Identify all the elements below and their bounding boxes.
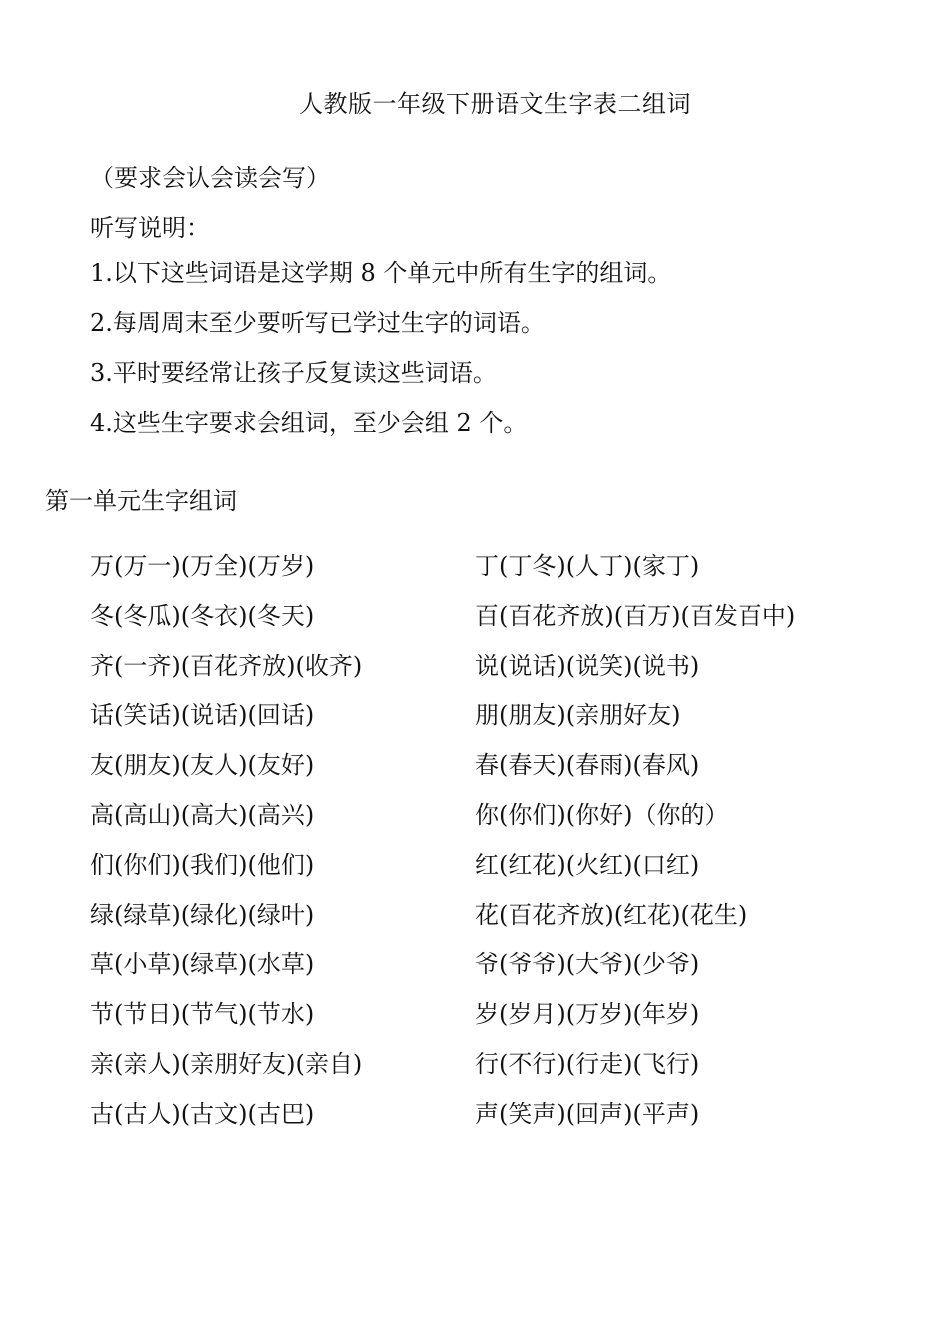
word-entry: 红(红花)(火红)(口红) [475, 850, 700, 879]
word-entry: 丁(丁冬)(人丁)(家丁) [475, 552, 700, 580]
rule-item-4: 4.这些生字要求会组词，至少会组 2 个。 [90, 409, 528, 437]
word-entry: 百(百花齐放)(百万)(百发百中) [475, 601, 796, 630]
word-entry: 行(不行)(行走)(飞行) [475, 1049, 700, 1078]
dictation-rules-list [90, 258, 671, 458]
document-title: 人教版一年级下册语文生字表二组词 [299, 90, 691, 118]
word-entry: 友(朋友)(友人)(友好) [90, 751, 315, 780]
word-entry: 声(笑声)(回声)(平声) [475, 1099, 700, 1128]
word-entry: 朋(朋友)(亲朋好友) [475, 701, 681, 730]
rule-item-3: 3.平时要经常让孩子反复读这些词语。 [90, 359, 497, 387]
rule-item-2: 2.每周周末至少要听写已学过生字的词语。 [90, 309, 545, 337]
word-list-grid [90, 551, 910, 1149]
word-entry: 绿(绿草)(绿化)(绿叶) [90, 900, 315, 929]
word-entry: 爷(爷爷)(大爷)(少爷) [475, 950, 700, 979]
word-entry: 们(你们)(我们)(他们) [90, 850, 315, 879]
word-entry: 说(说话)(说笑)(说书) [475, 651, 700, 680]
word-entry: 齐(一齐)(百花齐放)(收齐) [90, 651, 363, 680]
requirement-note: （要求会认会读会写） [90, 164, 330, 192]
word-entry: 草(小草)(绿草)(水草) [90, 950, 315, 979]
word-entry: 高(高山)(高大)(高兴) [90, 800, 315, 829]
unit-heading: 第一单元生字组词 [45, 487, 237, 515]
dictation-heading: 听写说明： [90, 214, 210, 242]
rule-item-1: 1.以下这些词语是这学期 8 个单元中所有生字的组词。 [90, 259, 672, 287]
word-entry: 岁(岁月)(万岁)(年岁) [475, 1000, 700, 1029]
word-entry: 亲(亲人)(亲朋好友)(亲自) [90, 1049, 363, 1078]
word-entry: 你(你们)(你好)（你的） [475, 800, 729, 829]
word-entry: 花(百花齐放)(红花)(花生) [475, 900, 748, 929]
word-entry: 万(万一)(万全)(万岁) [90, 552, 315, 580]
word-entry: 春(春天)(春雨)(春风) [475, 751, 700, 780]
word-entry: 冬(冬瓜)(冬衣)(冬天) [90, 601, 315, 630]
word-entry: 节(节日)(节气)(节水) [90, 1000, 315, 1029]
word-entry: 古(古人)(古文)(古巴) [90, 1099, 315, 1128]
word-entry: 话(笑话)(说话)(回话) [90, 701, 315, 730]
